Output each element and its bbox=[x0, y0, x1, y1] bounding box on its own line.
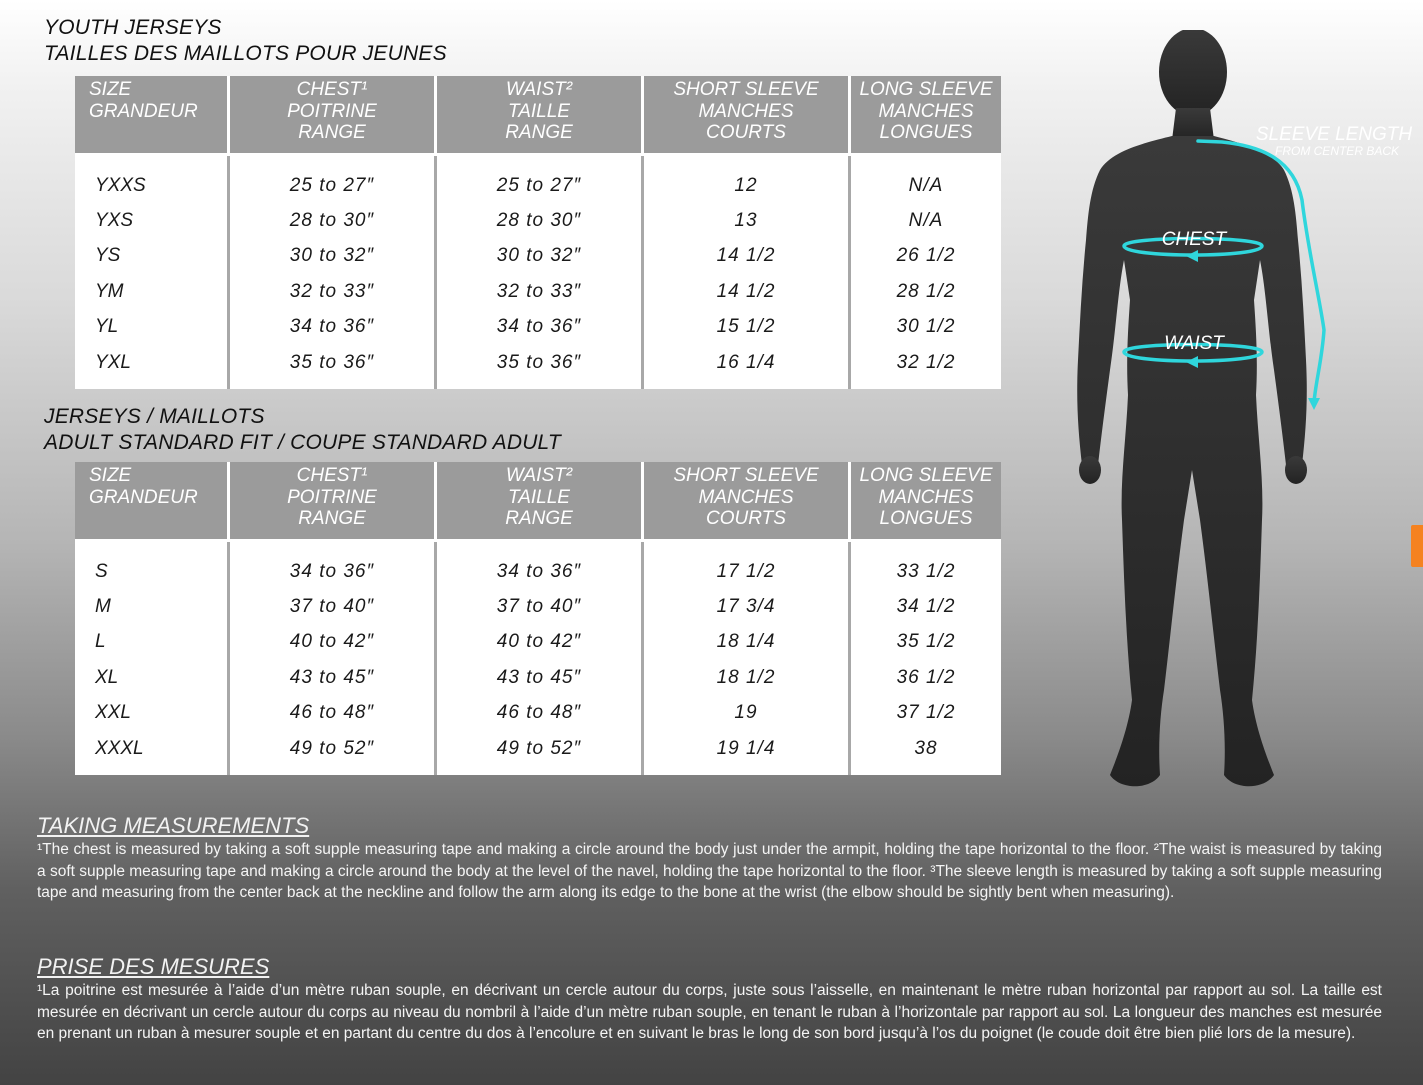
youth-title-line1: YOUTH JERSEYS bbox=[44, 16, 222, 39]
header-waist: WAIST² TAILLE RANGE bbox=[437, 462, 644, 542]
youth-title bbox=[44, 15, 447, 67]
cell-waist: 49 to 52″ bbox=[437, 731, 644, 775]
cell-short-sleeve: 19 bbox=[644, 696, 851, 732]
header-long-sleeve: LONG SLEEVE MANCHES LONGUES bbox=[851, 462, 1001, 542]
header-chest: CHEST¹ POITRINE RANGE bbox=[230, 76, 437, 156]
cell-waist: 40 to 42″ bbox=[437, 625, 644, 661]
cell-chest: 34 to 36″ bbox=[230, 310, 437, 346]
adult-title-line2: ADULT STANDARD FIT / COUPE STANDARD ADULT bbox=[44, 431, 561, 454]
table-row bbox=[75, 589, 1001, 625]
table-row bbox=[75, 542, 1001, 589]
cell-size: YXXS bbox=[75, 156, 230, 203]
cell-chest: 49 to 52″ bbox=[230, 731, 437, 775]
cell-chest: 30 to 32″ bbox=[230, 239, 437, 275]
cell-waist: 46 to 48″ bbox=[437, 696, 644, 732]
cell-chest: 25 to 27″ bbox=[230, 156, 437, 203]
youth-title-line2: TAILLES DES MAILLOTS POUR JEUNES bbox=[44, 42, 447, 65]
chest-label: CHEST bbox=[1161, 229, 1227, 250]
cell-long-sleeve: 28 1/2 bbox=[851, 274, 1001, 310]
cell-short-sleeve: 15 1/2 bbox=[644, 310, 851, 346]
cell-chest: 28 to 30″ bbox=[230, 203, 437, 239]
table-row bbox=[75, 625, 1001, 661]
cell-long-sleeve: 36 1/2 bbox=[851, 660, 1001, 696]
adult-size-table bbox=[75, 462, 1001, 775]
cell-short-sleeve: 17 3/4 bbox=[644, 589, 851, 625]
header-size: SIZE GRANDEUR bbox=[75, 76, 230, 156]
cell-long-sleeve: 30 1/2 bbox=[851, 310, 1001, 346]
cell-long-sleeve: 34 1/2 bbox=[851, 589, 1001, 625]
header-waist: WAIST² TAILLE RANGE bbox=[437, 76, 644, 156]
header-short-sleeve: SHORT SLEEVE MANCHES COURTS bbox=[644, 462, 851, 542]
cell-short-sleeve: 18 1/2 bbox=[644, 660, 851, 696]
cell-waist: 34 to 36″ bbox=[437, 542, 644, 589]
cell-size: M bbox=[75, 589, 230, 625]
sleeve-length-sublabel: FROM CENTER BACK bbox=[1274, 144, 1400, 158]
cell-chest: 37 to 40″ bbox=[230, 589, 437, 625]
taking-measurements-title: TAKING MEASUREMENTS bbox=[37, 813, 310, 838]
cell-long-sleeve: 35 1/2 bbox=[851, 625, 1001, 661]
cell-long-sleeve: 37 1/2 bbox=[851, 696, 1001, 732]
cell-size: YXS bbox=[75, 203, 230, 239]
cell-waist: 35 to 36″ bbox=[437, 345, 644, 389]
cell-size: L bbox=[75, 625, 230, 661]
cell-short-sleeve: 16 1/4 bbox=[644, 345, 851, 389]
cell-short-sleeve: 12 bbox=[644, 156, 851, 203]
cell-short-sleeve: 18 1/4 bbox=[644, 625, 851, 661]
cell-chest: 35 to 36″ bbox=[230, 345, 437, 389]
cell-size: YM bbox=[75, 274, 230, 310]
cell-size: YXL bbox=[75, 345, 230, 389]
cell-short-sleeve: 14 1/2 bbox=[644, 239, 851, 275]
adult-header-row bbox=[75, 462, 1001, 542]
cell-size: YL bbox=[75, 310, 230, 346]
cell-chest: 34 to 36″ bbox=[230, 542, 437, 589]
cell-long-sleeve: 38 bbox=[851, 731, 1001, 775]
cell-waist: 28 to 30″ bbox=[437, 203, 644, 239]
cell-long-sleeve: N/A bbox=[851, 203, 1001, 239]
cell-chest: 32 to 33″ bbox=[230, 274, 437, 310]
cell-waist: 37 to 40″ bbox=[437, 589, 644, 625]
table-row bbox=[75, 310, 1001, 346]
cell-chest: 43 to 45″ bbox=[230, 660, 437, 696]
sleeve-arrow-icon bbox=[1308, 398, 1320, 410]
sleeve-length-label: SLEEVE LENGTH bbox=[1255, 124, 1413, 145]
header-chest: CHEST¹ POITRINE RANGE bbox=[230, 462, 437, 542]
waist-label: WAIST bbox=[1164, 333, 1224, 354]
cell-long-sleeve: N/A bbox=[851, 156, 1001, 203]
cell-chest: 40 to 42″ bbox=[230, 625, 437, 661]
prise-des-mesures-title: PRISE DES MESURES bbox=[37, 954, 270, 979]
youth-size-table bbox=[75, 76, 1001, 389]
cell-waist: 25 to 27″ bbox=[437, 156, 644, 203]
cell-waist: 34 to 36″ bbox=[437, 310, 644, 346]
youth-header-row bbox=[75, 76, 1001, 156]
cell-short-sleeve: 19 1/4 bbox=[644, 731, 851, 775]
table-row bbox=[75, 345, 1001, 389]
cell-size: XL bbox=[75, 660, 230, 696]
table-row bbox=[75, 156, 1001, 203]
table-row bbox=[75, 203, 1001, 239]
table-row bbox=[75, 239, 1001, 275]
cell-long-sleeve: 26 1/2 bbox=[851, 239, 1001, 275]
cell-size: XXXL bbox=[75, 731, 230, 775]
cell-size: XXL bbox=[75, 696, 230, 732]
body-measurement-figure bbox=[1060, 30, 1420, 800]
prise-des-mesures-text: ¹La poitrine est mesurée à l’aide d’un mètre ruban souple, en décrivant un cercle autour du corps, juste sous l’aisselle, en maintenant le mètre ruban horizontal par rapport au sol. La taille est mesurée en décrivant un cercle autour du corps au niveau du nombril à l’aide d’un mètre ruban souple, en tenant le ruban à l’horizontale par rapport au sol. La longueur des manches est mesurée en prenant un ruban à mesurer souple et en partant du centre du dos à l’encolure et en suivant le bras le long de son bord jusqu’à l’os du poignet (le coude doit être bien plié lors de la mesure). bbox=[37, 982, 1382, 1042]
cell-size: S bbox=[75, 542, 230, 589]
cell-long-sleeve: 32 1/2 bbox=[851, 345, 1001, 389]
cell-waist: 43 to 45″ bbox=[437, 660, 644, 696]
cell-short-sleeve: 17 1/2 bbox=[644, 542, 851, 589]
header-size: SIZE GRANDEUR bbox=[75, 462, 230, 542]
cell-waist: 30 to 32″ bbox=[437, 239, 644, 275]
cell-short-sleeve: 14 1/2 bbox=[644, 274, 851, 310]
table-row bbox=[75, 660, 1001, 696]
cell-size: YS bbox=[75, 239, 230, 275]
side-tab[interactable] bbox=[1411, 525, 1423, 567]
taking-measurements-text: ¹The chest is measured by taking a soft supple measuring tape and making a circle around the body just under the armpit, holding the tape horizontal to the floor. ²The waist is measured by taking a soft supple measuring tape and making a circle around the body at the level of the navel, holding the tape horizontal to the floor. ³The sleeve length is measured by taking a soft supple measuring tape and measuring from the center back at the neckline and follow the arm along its edge to the bone at the wrist (the elbow should be sightly bent when measuring). bbox=[37, 841, 1382, 901]
table-row bbox=[75, 731, 1001, 775]
header-short-sleeve: SHORT SLEEVE MANCHES COURTS bbox=[644, 76, 851, 156]
cell-long-sleeve: 33 1/2 bbox=[851, 542, 1001, 589]
table-row bbox=[75, 274, 1001, 310]
cell-short-sleeve: 13 bbox=[644, 203, 851, 239]
table-row bbox=[75, 696, 1001, 732]
adult-title bbox=[44, 404, 561, 456]
cell-chest: 46 to 48″ bbox=[230, 696, 437, 732]
adult-title-line1: JERSEYS / MAILLOTS bbox=[44, 405, 265, 428]
cell-waist: 32 to 33″ bbox=[437, 274, 644, 310]
header-long-sleeve: LONG SLEEVE MANCHES LONGUES bbox=[851, 76, 1001, 156]
